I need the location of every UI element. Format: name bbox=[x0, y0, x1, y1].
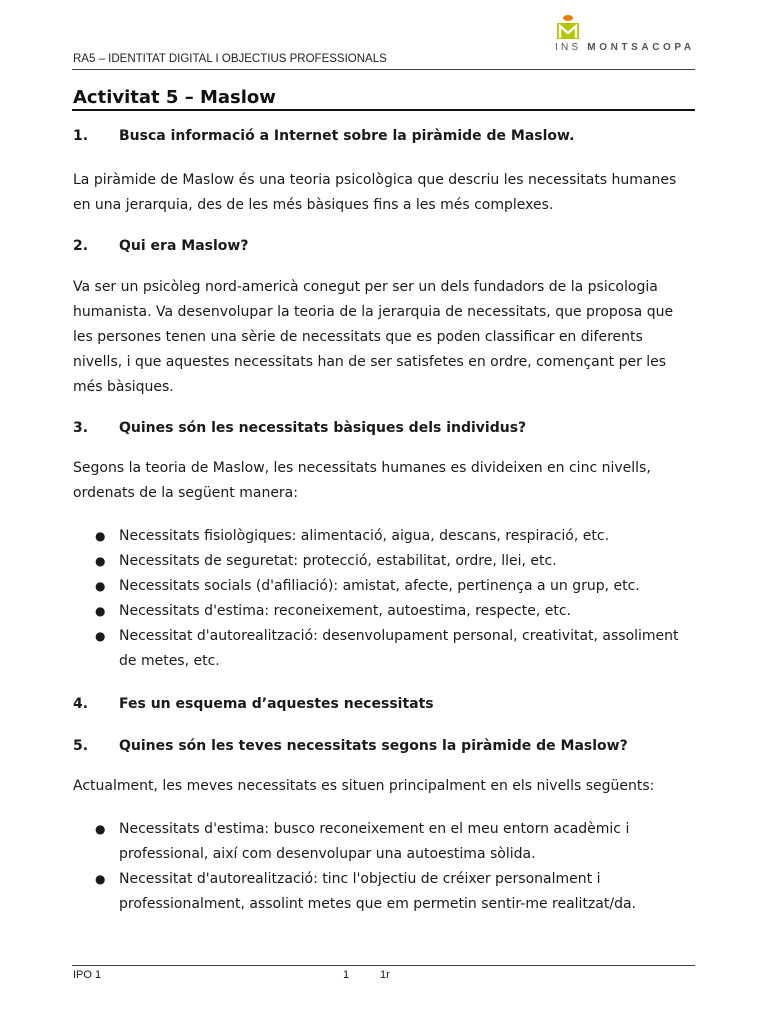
question-text: Busca informació a Internet sobre la piràmide de Maslow. bbox=[119, 128, 575, 144]
question-number: 2. bbox=[73, 238, 89, 254]
answer-paragraph: Va ser un psicòleg nord-americà conegut per ser un dels fundadors de la psicologia humanista. Va desenvolupar la teoria de la jerarquia de necessitats, que proposa que les persones tenen una sèrie de necessitats que es poden classificar en diferents nivells, i que aquestes necessitats han de ser satisfetes en ordre, començant per les més bàsiques. bbox=[73, 279, 674, 395]
list-item: ● Necessitats socials (d'afiliació): amistat, afecte, pertinença a un grup, etc. bbox=[73, 574, 695, 599]
logo-text-prefix: INS bbox=[555, 42, 582, 53]
question-text: Quines són les necessitats bàsiques dels individus? bbox=[119, 420, 527, 436]
answer-paragraph: Segons la teoria de Maslow, les necessitats humanes es divideixen en cinc nivells, ordenats de la següent manera: bbox=[73, 460, 651, 501]
footer-course: IPO 1 bbox=[73, 969, 102, 981]
title-divider bbox=[72, 109, 695, 111]
question-3 bbox=[73, 417, 695, 439]
document-body bbox=[73, 125, 695, 917]
list-item: ● Necessitats d'estima: reconeixement, autoestima, respecte, etc. bbox=[73, 599, 695, 624]
school-logo bbox=[555, 14, 735, 56]
list-item: ● Necessitats fisiològiques: alimentació, aigua, descans, respiració, etc. bbox=[73, 524, 695, 549]
page-title: Activitat 5 – Maslow bbox=[73, 87, 276, 108]
question-1 bbox=[73, 125, 695, 147]
question-4 bbox=[73, 693, 695, 715]
answer-paragraph: Actualment, les meves necessitats es situen principalment en els nivells següents: bbox=[73, 778, 655, 794]
footer-divider bbox=[72, 965, 695, 966]
header-divider bbox=[72, 69, 695, 70]
question-5 bbox=[73, 735, 695, 757]
footer-term: 1r bbox=[380, 969, 390, 981]
needs-list bbox=[73, 524, 695, 674]
question-text: Qui era Maslow? bbox=[119, 238, 249, 254]
question-number: 3. bbox=[73, 420, 89, 436]
list-item: ● Necessitats de seguretat: protecció, estabilitat, ordre, llei, etc. bbox=[73, 549, 695, 574]
question-number: 5. bbox=[73, 738, 89, 754]
question-2 bbox=[73, 235, 695, 257]
answer-paragraph: La piràmide de Maslow és una teoria psicològica que descriu les necessitats humanes en una jerarquia, des de les més bàsiques fins a les més complexes. bbox=[73, 172, 677, 213]
question-text: Fes un esquema d’aquestes necessitats bbox=[119, 696, 434, 712]
list-item: ● Necessitats d'estima: busco reconeixement en el meu entorn acadèmic i professional, així com desenvolupar una autoestima sòlida. bbox=[73, 817, 695, 867]
list-item: ● Necessitat d'autorealització: tinc l'objectiu de créixer personalment i professionalment, assolint metes que em permetin sentir-me realitzat/da. bbox=[73, 867, 695, 917]
logo-text-name: MONTSACOPA bbox=[587, 42, 695, 53]
question-number: 1. bbox=[73, 128, 89, 144]
question-text: Quines són les teves necessitats segons la piràmide de Maslow? bbox=[119, 738, 628, 754]
header-title: RA5 – IDENTITAT DIGITAL I OBJECTIUS PROFESSIONALS bbox=[73, 53, 387, 65]
logo-text bbox=[555, 42, 695, 53]
list-item: ● Necessitat d'autorealització: desenvolupament personal, creativitat, assoliment de metes, etc. bbox=[73, 624, 695, 674]
footer-page-number: 1 bbox=[343, 969, 350, 981]
m-logo-icon bbox=[555, 14, 581, 40]
question-number: 4. bbox=[73, 696, 89, 712]
my-needs-list bbox=[73, 817, 695, 917]
